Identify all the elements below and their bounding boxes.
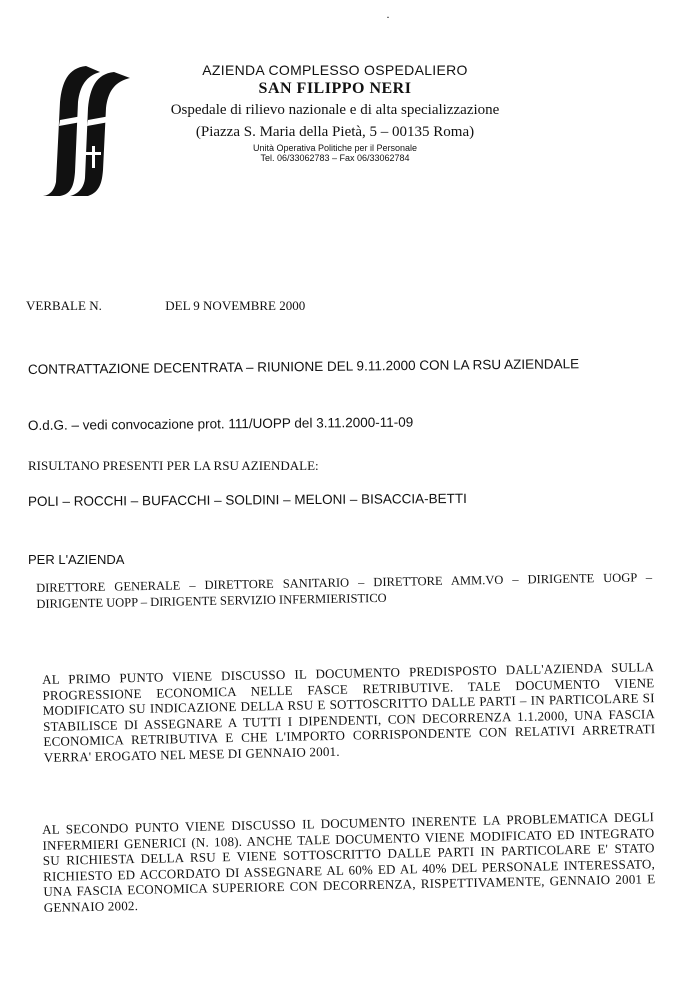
hospital-address: (Piazza S. Maria della Pietà, 5 – 00135 Roma)	[195, 124, 475, 140]
paragraph-first-point: AL PRIMO PUNTO VIENE DISCUSSO IL DOCUMENTO PREDISPOSTO DALL'AZIENDA SULLA PROGRESSIONE ECONOMICA NELLE FASCE RETRIBUTIVE. TALE DOCUMENTO VIENE MODIFICATO SU INDICAZIONE DELLA RSU E SOTTOSCRITTO DALLE PARTI – IN PARTICOLARE SI STABILISCE DI ASSEGNARE A TUTTI I DIPENDENTI, CON DECORRENZA 1.1.2000, UNA FASCIA ECONOMICA RETRIBUTIVA E CHE L'IMPORTO CORRISPONDENTE CON RELATIVI ARRETRATI VERRA' EROGATO NEL MESE DI GENNAIO 2001.	[42, 659, 656, 765]
minutes-date: DEL 9 NOVEMBRE 2000	[165, 298, 306, 313]
hospital-name: SAN FILIPPO NERI	[258, 80, 412, 97]
hospital-description: Ospedale di rilievo nazionale e di alta specializzazione	[170, 102, 500, 118]
agenda-reference: O.d.G. – vedi convocazione prot. 111/UOPP del 3.11.2000-11-09	[27, 414, 414, 433]
contact-numbers: Tel. 06/33062783 – Fax 06/33062784	[260, 153, 410, 163]
letterhead	[150, 62, 520, 163]
rsu-attendees-heading: RISULTANO PRESENTI PER LA RSU AZIENDALE:	[28, 458, 319, 473]
company-attendees-list: DIRETTORE GENERALE – DIRETTORE SANITARIO – DIRETTORE AMM.VO – DIRIGENTE UOGP – DIRIGENTE UOPP – DIRIGENTE SERVIZIO INFERMIERISTICO	[36, 570, 653, 611]
hospital-logo	[40, 62, 140, 198]
paragraph-second-point: AL SECONDO PUNTO VIENE DISCUSSO IL DOCUMENTO INERENTE LA PROBLEMATICA DEGLI INFERMIERI GENERICI (N. 108). ANCHE TALE DOCUMENTO VIENE MODIFICATO ED INTEGRATO SU RICHIESTA DELLA RSU E VIENE SOTTOSCRITTO DALLE PARTI IN PARTICOLARE E' STATO RICHIESTO ED ACCORDATO DI ASSEGNARE AL 60% ED AL 40% DEL PERSONALE INTERESSATO, UNA FASCIA ECONOMICA SUPERIORE CON DECORRENZA, RISPETTIVAMENTE, GENNAIO 2001 E GENNAIO 2002.	[42, 809, 656, 915]
department-name: Unità Operativa Politiche per il Personale	[252, 143, 418, 153]
scan-speck: ·	[386, 10, 390, 24]
meeting-subject: CONTRATTAZIONE DECENTRATA – RIUNIONE DEL 9.11.2000 CON LA RSU AZIENDALE	[27, 356, 580, 377]
organization-name: AZIENDA COMPLESSO OSPEDALIERO	[202, 62, 468, 78]
rsu-attendees-list: POLI – ROCCHI – BUFACCHI – SOLDINI – MELONI – BISACCIA-BETTI	[27, 490, 467, 509]
minutes-number-label: VERBALE N.	[26, 298, 102, 313]
company-attendees-heading: PER L'AZIENDA	[28, 552, 125, 567]
minutes-reference	[26, 298, 546, 314]
